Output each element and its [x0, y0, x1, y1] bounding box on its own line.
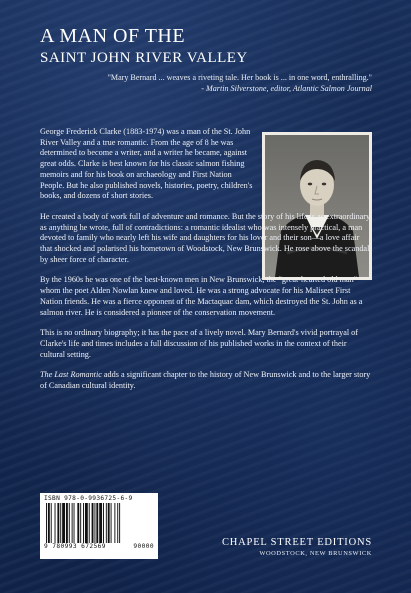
barcode-bar [89, 503, 90, 543]
barcode-bar [111, 503, 112, 543]
barcode-digits-row [44, 543, 154, 551]
paragraph-2-text: He created a body of work full of adventure and romance. But the story of his life is as extraordinary as anything he wrote, full of contradictions: a romantic idealist who was intensely practical, a man devoted to family who nearly left his wife and daughters for his lover and their son—a love affair that shocked and polarised his hometown of Woodstock, New Brunswick. He rose above the scandal by sheer force of character. [40, 211, 371, 264]
barcode-bar [85, 503, 88, 543]
paragraph-1: George Frederick Clarke (1883-1974) was a man of the St. John River Valley and a true romantic. From the age of 8 he was determined to become a writer, and a writer he became, against great odds. Clarke is best known for his classic salmon fishing memoirs and for his book on archaeology and First Nation People. But he also published novels, histories, poetry, children's books, and dozens of short stories. [40, 127, 253, 201]
barcode-bar [62, 503, 65, 543]
quote-attribution: - Martin Silverstone, editor, Atlantic Salmon Journal [201, 84, 372, 93]
barcode-bar [99, 503, 102, 543]
cover-title [40, 24, 248, 68]
paragraph-3: By the 1960s he was one of the best-known men in New Brunswick, the "great-hearted old man" whom the poet Alden Nowlan knew and loved. He was a strong advocate for his Maliseet First Nation friends. He was a fierce opponent of the Mactaquac dam, which destroyed the St. John as a salmon river. He is considered a pioneer of the conservation movement. [40, 275, 363, 317]
barcode-bar [57, 503, 59, 543]
barcode-bar [60, 503, 61, 543]
barcode-bar [96, 503, 98, 543]
barcode-digits: 9 780993 672569 [44, 543, 106, 550]
isbn-barcode [40, 493, 158, 559]
publisher-block [210, 537, 372, 557]
barcode-bar [83, 503, 84, 543]
barcode-bar [103, 503, 104, 543]
isbn-label: ISBN 978-0-9936725-6-9 [44, 495, 133, 502]
barcode-bars [44, 503, 154, 543]
review-quote [40, 72, 372, 94]
book-title-italic: The Last Romantic [40, 370, 102, 380]
barcode-bar [69, 503, 70, 543]
barcode-bar [108, 503, 110, 543]
paragraph-5 [40, 370, 372, 391]
price-code: 90000 [133, 543, 154, 550]
paragraph-2 [40, 212, 372, 266]
barcode-bar [117, 503, 118, 543]
barcode-bar [92, 503, 94, 543]
barcode-bar [94, 503, 95, 543]
paragraph-4: This is no ordinary biography; it has the pace of a lively novel. Mary Bernard's vivid portrayal of Clarke's life and times includes a full discussion of his published works in the context of their cultural setting. [40, 328, 358, 359]
quote-text: "Mary Bernard ... weaves a riveting tale. Her book is ... in one word, enthralling." [107, 73, 372, 82]
paragraph-5-rest: adds a significant chapter to the history of New Brunswick and to the larger story of Canadian cultural identity. [40, 370, 371, 391]
publisher-name: CHAPEL STREET EDITIONS [221, 537, 372, 548]
description-text [40, 127, 372, 402]
title-line-2: SAINT JOHN RIVER VALLEY [40, 50, 248, 66]
barcode-bar [106, 503, 107, 543]
barcode-bar [55, 503, 56, 543]
barcode-bar [72, 503, 73, 543]
barcode-bar [114, 503, 115, 543]
barcode-bar [119, 503, 120, 543]
barcode-bar [77, 503, 79, 543]
barcode-bar [48, 503, 50, 543]
barcode-bar [51, 503, 52, 543]
barcode-bar [66, 503, 68, 543]
barcode-bar [80, 503, 81, 543]
title-line-1: A MAN OF THE [40, 25, 186, 47]
barcode-bar [46, 503, 47, 543]
barcode-bar [74, 503, 75, 543]
publisher-location: WOODSTOCK, NEW BRUNSWICK [259, 550, 372, 557]
